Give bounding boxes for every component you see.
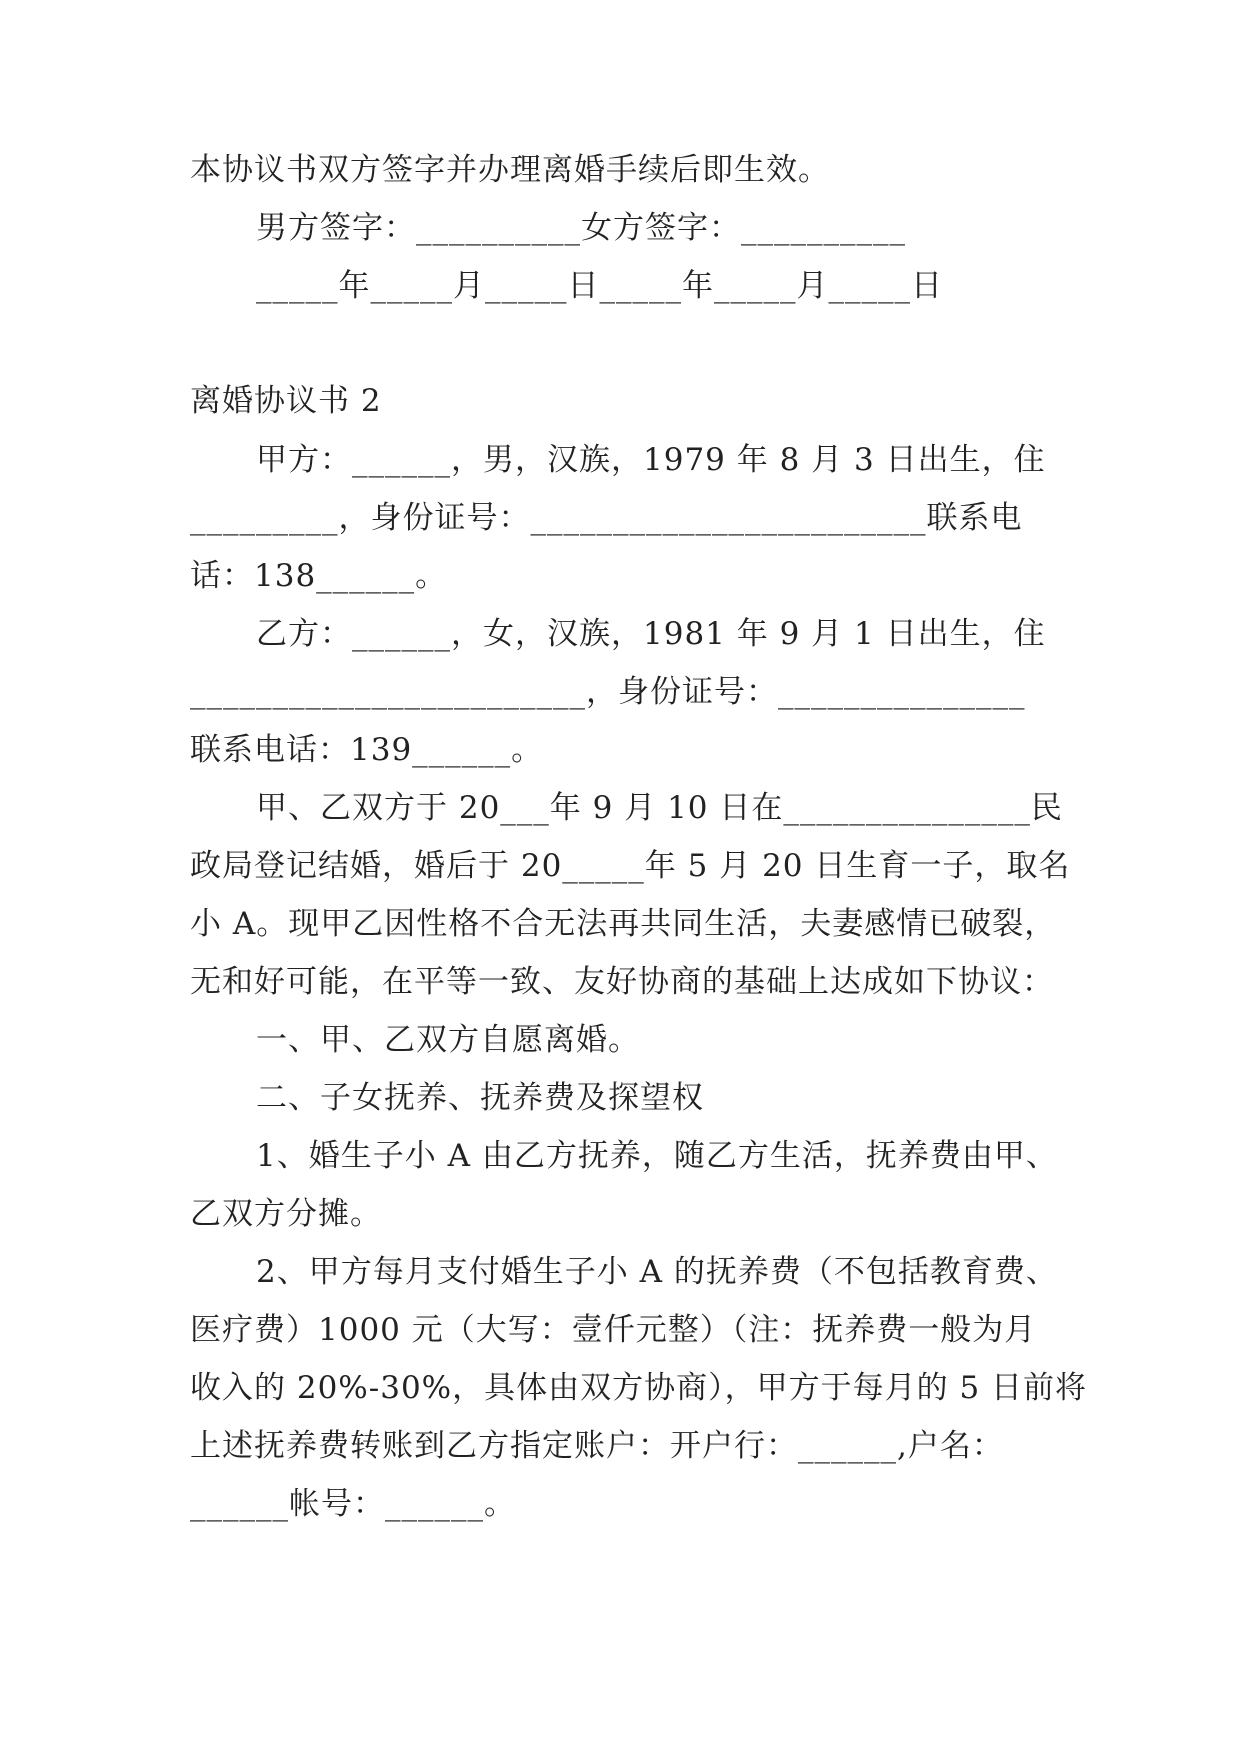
clause-2-2-line-4: 上述抚养费转账到乙方指定账户：开户行：______,户名：: [190, 1428, 1004, 1464]
clause-2-1-line-1: 1、婚生子小 A 由乙方抚养，随乙方生活，抚养费由甲、: [256, 1138, 1058, 1174]
clause-2-2-line-3: 收入的 20%-30%，具体由双方协商），甲方于每月的 5 日前将: [190, 1370, 1088, 1406]
party-a-line-1: 甲方：______，男，汉族，1979 年 8 月 3 日出生，住: [256, 442, 1046, 478]
marriage-line-4: 无和好可能，在平等一致、友好协商的基础上达成如下协议：: [190, 964, 1054, 1000]
party-b-line-3: 联系电话：139______。: [190, 732, 544, 768]
marriage-line-1: 甲、乙双方于 20___年 9 月 10 日在_______________民: [256, 790, 1063, 826]
clause-1: 一、甲、乙双方自愿离婚。: [256, 1022, 640, 1058]
signature-line: 男方签字：__________女方签字：__________: [256, 210, 906, 246]
clause-2-2-line-1: 2、甲方每月支付婚生子小 A 的抚养费（不包括教育费、: [256, 1254, 1058, 1290]
party-b-line-2: ________________________，身份证号：_______________: [190, 674, 1026, 710]
clause-2-2-line-2: 医疗费）1000 元（大写：壹仟元整）（注：抚养费一般为月: [190, 1312, 1037, 1348]
clause-2-1-line-2: 乙双方分摊。: [190, 1196, 382, 1232]
party-a-line-3: 话：138______。: [190, 558, 448, 594]
agreement-title: 离婚协议书 2: [190, 383, 382, 419]
party-b-line-1: 乙方：______，女，汉族，1981 年 9 月 1 日出生，住: [256, 616, 1046, 652]
marriage-line-3: 小 A。现甲乙因性格不合无法再共同生活，夫妻感情已破裂，: [190, 906, 1057, 942]
effect-clause: 本协议书双方签字并办理离婚手续后即生效。: [190, 152, 830, 188]
party-a-line-2: _________，身份证号：________________________联系电: [190, 500, 1023, 536]
clause-2-heading: 二、子女抚养、抚养费及探望权: [256, 1080, 704, 1116]
marriage-line-2: 政局登记结婚，婚后于 20_____年 5 月 20 日生育一子，取名: [190, 848, 1071, 884]
date-line: _____年_____月_____日_____年_____月_____日: [256, 268, 943, 304]
clause-2-2-line-5: ______帐号：______。: [190, 1486, 516, 1522]
